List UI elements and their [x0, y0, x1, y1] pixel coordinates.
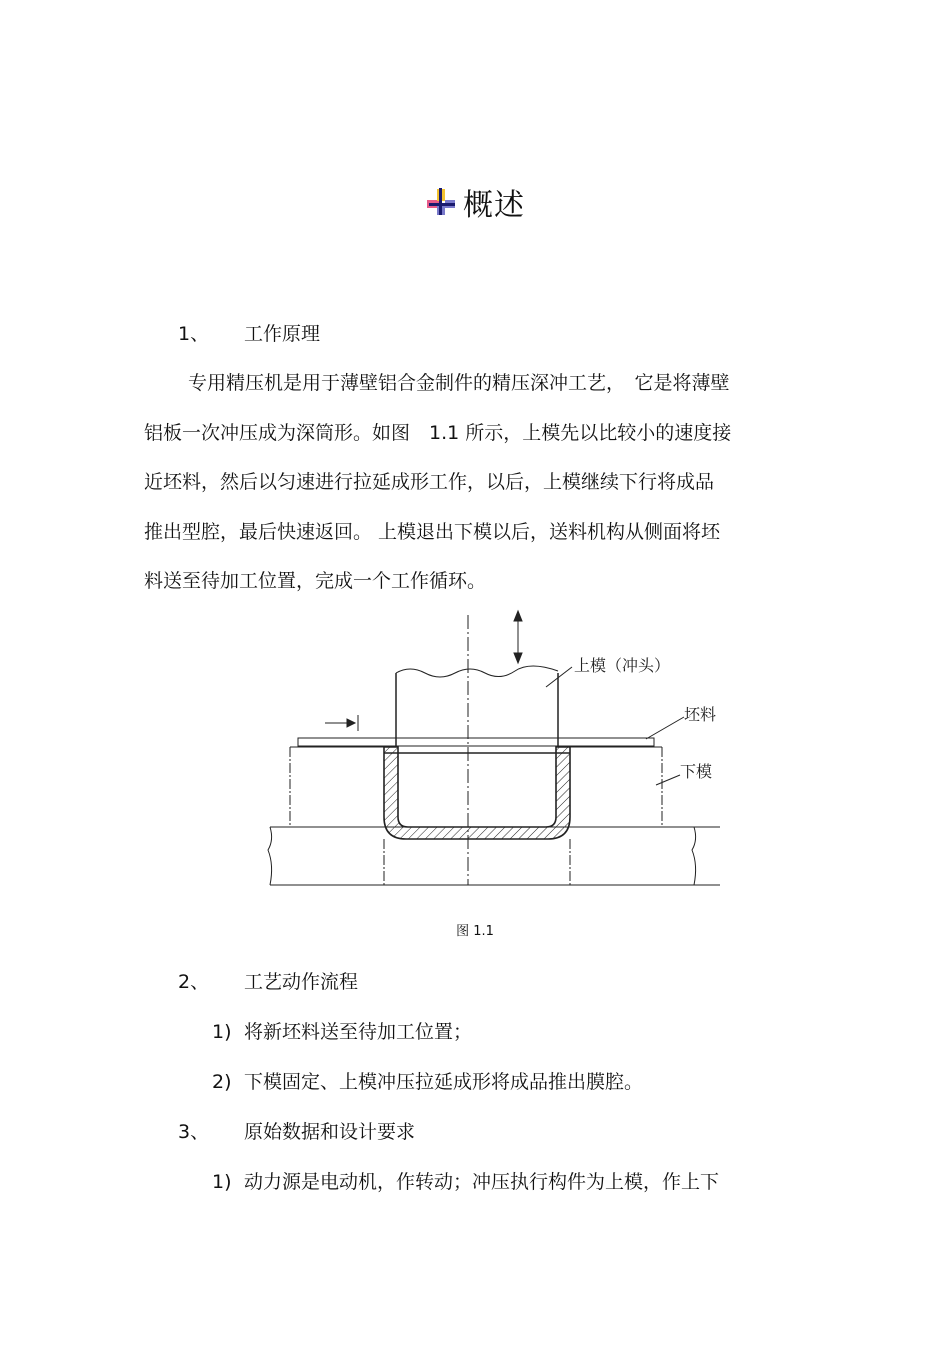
paragraph-line: 推出型腔，最后快速返回。 上模退出下模以后，送料机构从侧面将坯 — [144, 521, 721, 543]
list-item-number: 1) — [212, 1021, 232, 1043]
list-item-number: 1) — [212, 1171, 232, 1193]
section-number: 2、 — [178, 971, 210, 993]
motion-arrow-icon — [514, 611, 522, 663]
figure-caption: 图 1.1 — [456, 924, 494, 939]
section-number: 3、 — [178, 1121, 210, 1143]
paragraph-line: 近坯料，然后以匀速进行拉延成形工作，以后，上模继续下行将成品 — [144, 471, 715, 493]
label-lower-die: 下模 — [680, 762, 713, 781]
upper-die — [396, 673, 558, 747]
paragraph-line: 铝板一次冲压成为深筒形。如图 1.1 所示，上模先以比较小的速度接 — [144, 422, 732, 444]
paragraph-line: 料送至待加工位置，完成一个工作循环。 — [144, 570, 487, 592]
deep-drawing-figure — [260, 605, 730, 895]
lower-die — [290, 747, 662, 827]
list-item: 下模固定、上模冲压拉延成形将成品推出膜腔。 — [244, 1071, 644, 1093]
page-title — [0, 180, 950, 224]
section-heading: 工作原理 — [244, 323, 321, 345]
label-upper-die: 上模（冲头） — [574, 656, 671, 675]
blank — [298, 738, 654, 746]
list-item: 动力源是电动机，作转动；冲压执行构件为上模，作上下 — [244, 1171, 720, 1193]
section-number: 1、 — [178, 323, 210, 345]
bookmark-cross-icon — [425, 186, 459, 218]
title-text: 概述 — [463, 188, 525, 223]
paragraph-line: 专用精压机是用于薄壁铝合金制件的精压深冲工艺， 它是将薄壁 — [188, 372, 730, 394]
section-heading: 原始数据和设计要求 — [244, 1121, 416, 1143]
label-blank: 坯料 — [684, 705, 717, 724]
list-item: 将新坯料送至待加工位置； — [244, 1021, 473, 1043]
section-heading: 工艺动作流程 — [244, 971, 359, 993]
list-item-number: 2) — [212, 1071, 232, 1093]
